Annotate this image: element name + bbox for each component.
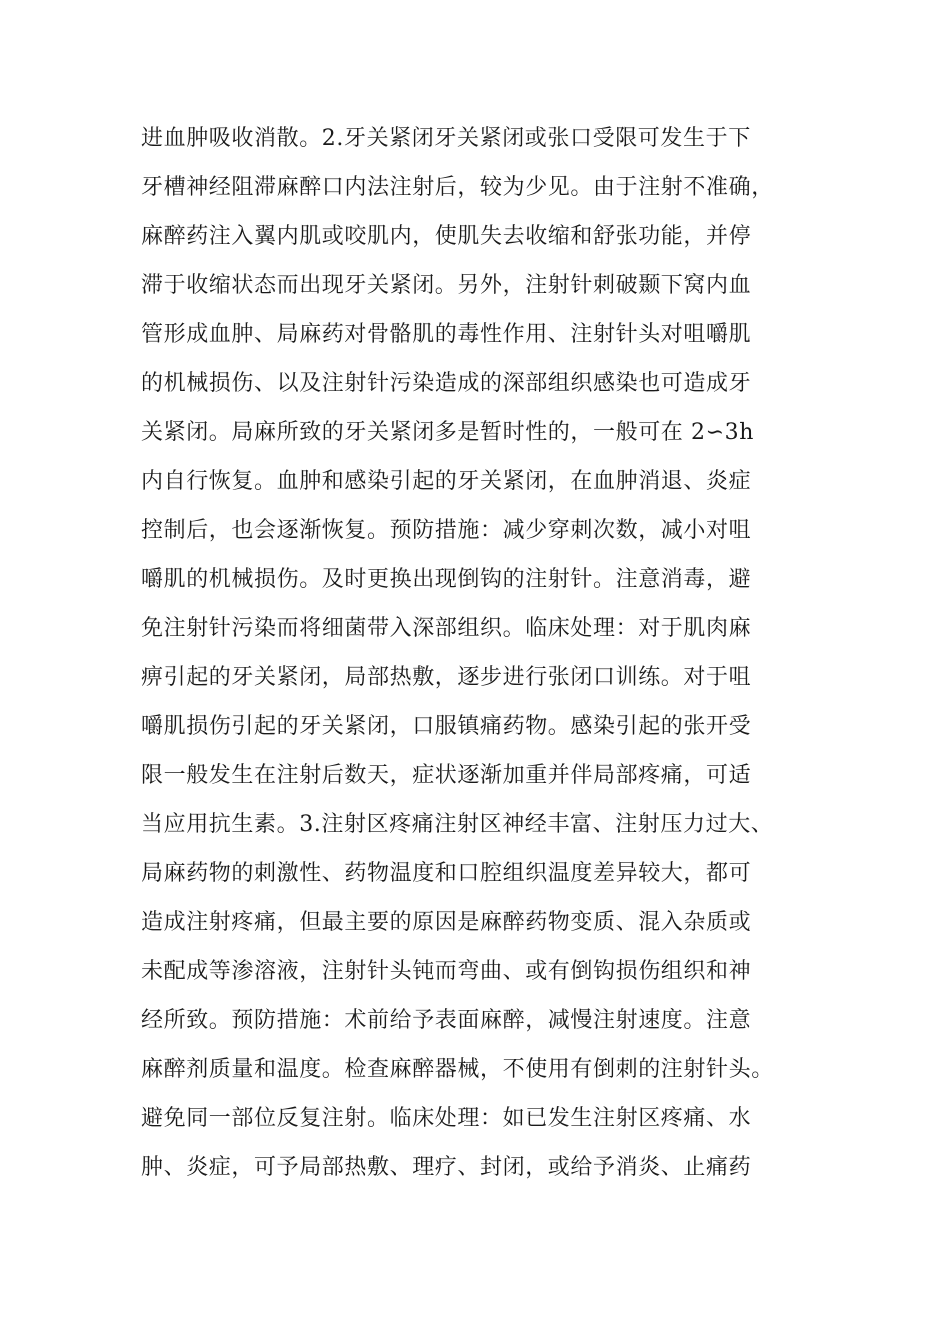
text-line: 限一般发生在注射后数天，症状逐渐加重并伴局部疼痛，可适 <box>141 763 752 788</box>
text-line: 免注射针污染而将细菌带入深部组织。临床处理：对于肌肉麻 <box>141 616 752 641</box>
text-line: 关紧闭。局麻所致的牙关紧闭多是暂时性的，一般可在 2∽3h <box>141 420 754 445</box>
text-line: 经所致。预防措施：术前给予表面麻醉，减慢注射速度。注意 <box>141 1008 752 1033</box>
text-line: 未配成等渗溶液，注射针头钝而弯曲、或有倒钩损伤组织和神 <box>141 959 752 984</box>
text-line: 嚼肌的机械损伤。及时更换出现倒钩的注射针。注意消毒，避 <box>141 567 752 592</box>
text-line: 麻醉药注入翼内肌或咬肌内，使肌失去收缩和舒张功能，并停 <box>141 224 752 249</box>
body-text <box>141 114 821 1192</box>
text-line: 肿、炎症，可予局部热敷、理疗、封闭，或给予消炎、止痛药 <box>141 1155 752 1180</box>
text-line: 麻醉剂质量和温度。检查麻醉器械，不使用有倒刺的注射针头。 <box>141 1057 774 1082</box>
text-line: 嚼肌损伤引起的牙关紧闭，口服镇痛药物。感染引起的张开受 <box>141 714 752 739</box>
text-line: 局麻药物的刺激性、药物温度和口腔组织温度差异较大，都可 <box>141 861 752 886</box>
text-line: 进血肿吸收消散。2.牙关紧闭牙关紧闭或张口受限可发生于下 <box>141 126 751 151</box>
text-line: 管形成血肿、局麻药对骨骼肌的毒性作用、注射针头对咀嚼肌 <box>141 322 752 347</box>
text-line: 控制后，也会逐渐恢复。预防措施：减少穿刺次数，减小对咀 <box>141 518 752 543</box>
text-line: 避免同一部位反复注射。临床处理：如已发生注射区疼痛、水 <box>141 1106 752 1131</box>
text-line: 滞于收缩状态而出现牙关紧闭。另外，注射针刺破颞下窝内血 <box>141 273 752 298</box>
text-line: 内自行恢复。血肿和感染引起的牙关紧闭，在血肿消退、炎症 <box>141 469 752 494</box>
text-line: 的机械损伤、以及注射针污染造成的深部组织感染也可造成牙 <box>141 371 752 396</box>
text-line: 当应用抗生素。3.注射区疼痛注射区神经丰富、注射压力过大、 <box>141 812 774 837</box>
text-line: 痹引起的牙关紧闭，局部热敷，逐步进行张闭口训练。对于咀 <box>141 665 752 690</box>
text-line: 牙槽神经阻滞麻醉口内法注射后，较为少见。由于注射不准确， <box>141 175 774 200</box>
text-line: 造成注射疼痛，但最主要的原因是麻醉药物变质、混入杂质或 <box>141 910 752 935</box>
